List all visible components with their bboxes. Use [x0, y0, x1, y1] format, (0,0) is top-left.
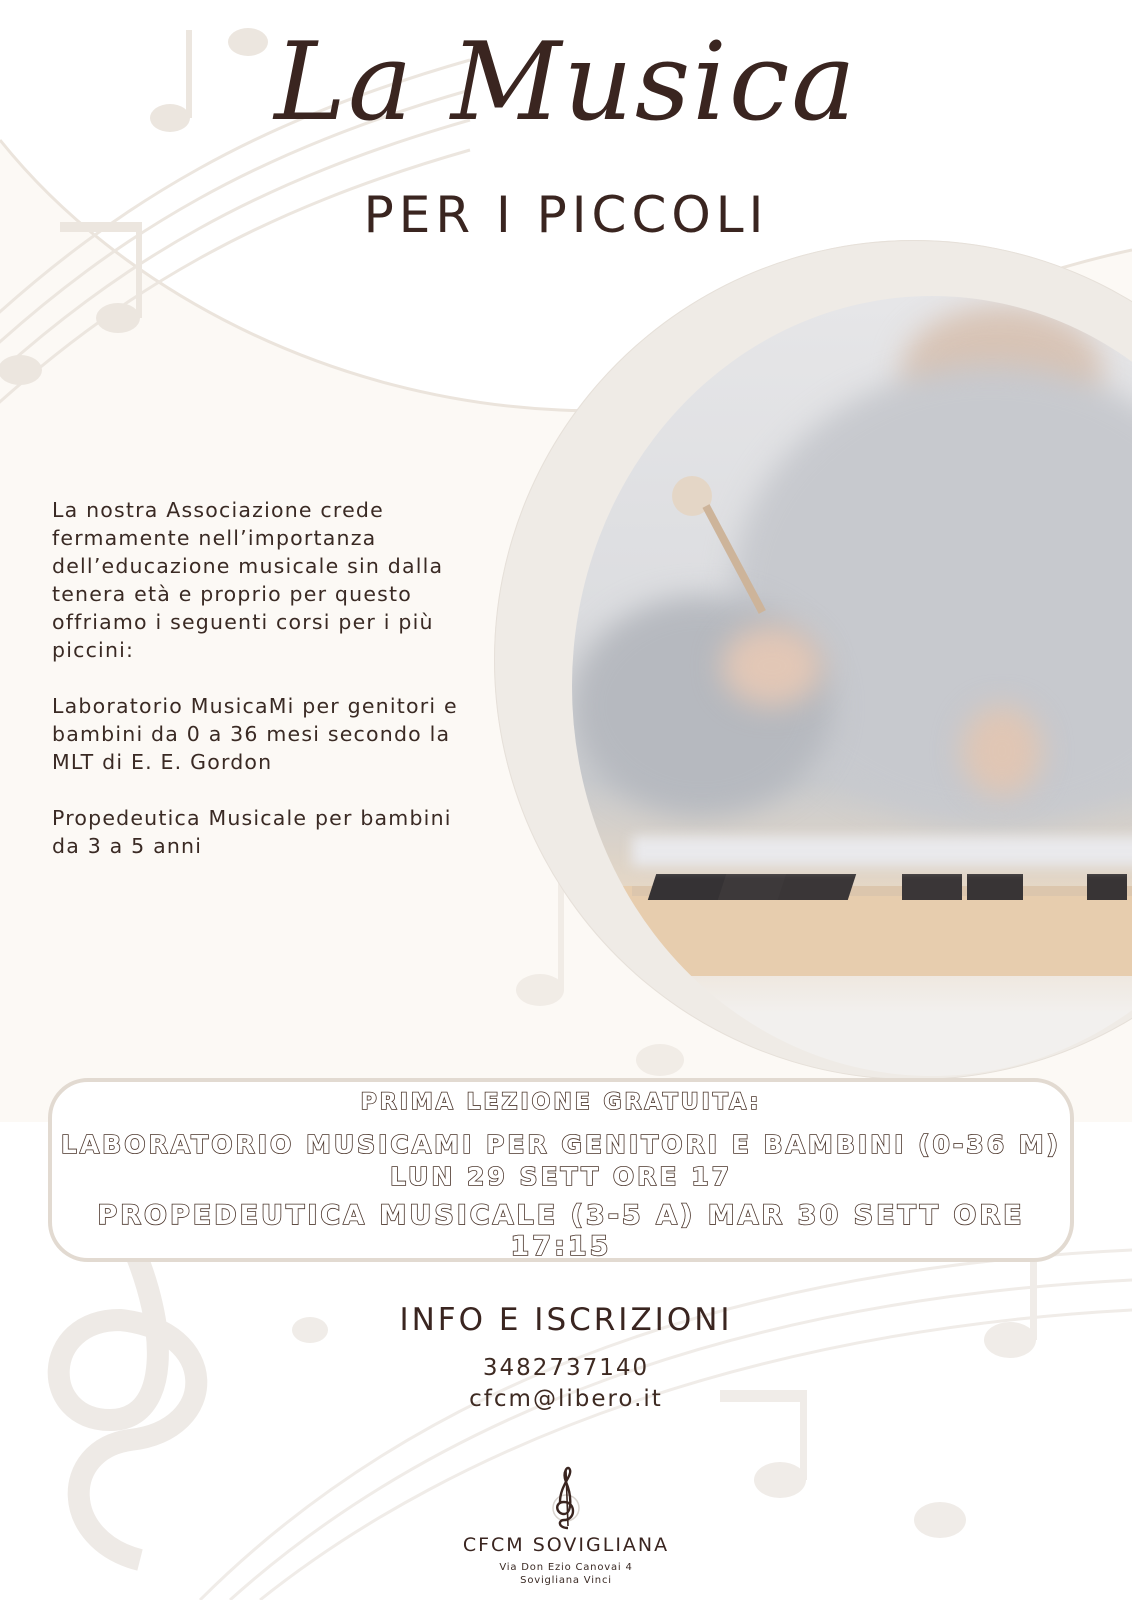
description-course-musicami: Laboratorio MusicaMi per genitori e bambini da 0 a 36 mesi secondo la MLT di E. E. Gordon — [52, 694, 458, 774]
free-lesson-line-musicami: LABORATORIO MUSICAMI PER GENITORI E BAMBINI (0-36 M) — [60, 1130, 1062, 1159]
page-subtitle: PER I PICCOLI — [363, 186, 769, 244]
phone-number[interactable]: 3482737140 — [482, 1355, 650, 1381]
info-title: INFO E ISCRIZIONI — [399, 1302, 733, 1338]
description-intro: La nostra Associazione crede fermamente nell’importanza dell’educazione musicale sin dalla tenera età e proprio per questo offriamo i seguenti corsi per i più piccini: — [52, 498, 444, 662]
free-lesson-heading: PRIMA LEZIONE GRATUITA: — [360, 1090, 762, 1115]
page-title-script: La Musica — [274, 20, 858, 145]
description-course-propedeutica: Propedeutica Musicale per bambini da 3 a 5 anni — [52, 806, 452, 858]
description — [52, 496, 472, 888]
free-lesson-line-propedeutica: PROPEDEUTICA MUSICALE (3-5 A) MAR 30 SETT ORE 17:15 — [97, 1200, 1025, 1262]
treble-clef-icon — [546, 1462, 586, 1532]
address-line-1: Via Don Ezio Canovai 4 — [499, 1562, 633, 1573]
email-address[interactable]: cfcm@libero.it — [469, 1386, 663, 1412]
organization-name: CFCM SOVIGLIANA — [462, 1534, 670, 1556]
free-lesson-date-musicami: LUN 29 SETT ORE 17 — [389, 1162, 732, 1191]
address-line-2: Sovigliana Vinci — [520, 1575, 612, 1586]
free-lesson-box — [48, 1078, 1074, 1262]
